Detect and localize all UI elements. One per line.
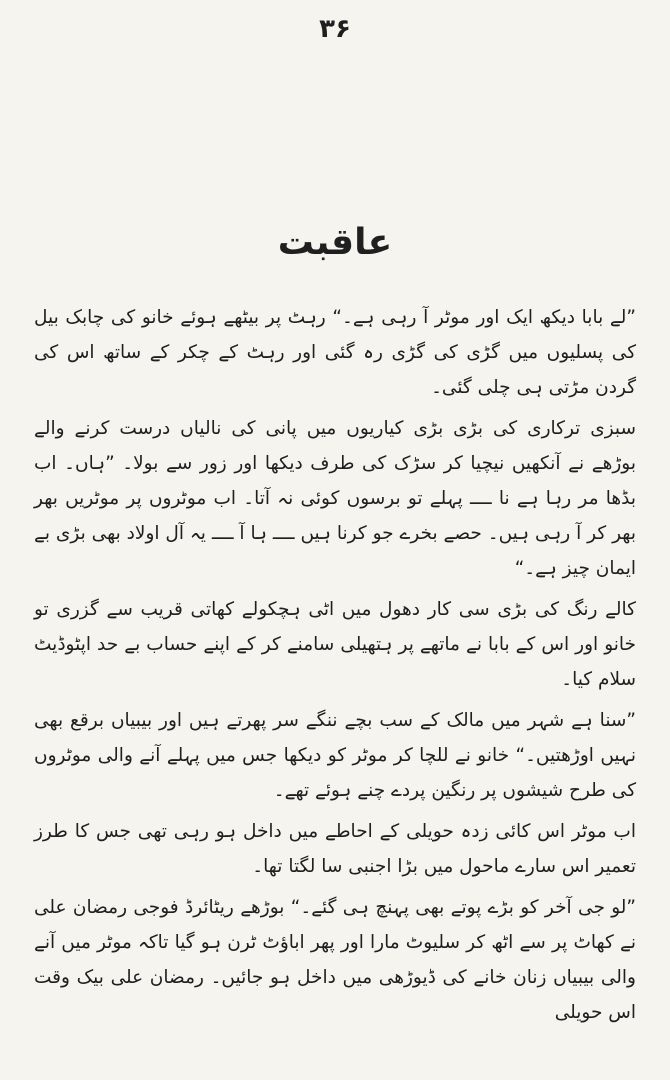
paragraph-1: ”لے بابا دیکھ ایک اور موٹر آ رہی ہے۔“ رہٹ پر بیٹھے ہوئے خانو کی چابک بیل کی پسلیوں میں گڑی کی گڑی رہ گئی اور رہٹ کے چکر کے ساتھ اس کی گردن مڑتی ہی چلی گئی۔	[34, 307, 636, 398]
body-text	[34, 300, 636, 1036]
chapter-title: عاقبت	[277, 222, 393, 263]
paragraph-6: ”لو جی آخر کو بڑے پوتے بھی پہنچ ہی گئے۔“ بوڑھے ریٹائرڈ فوجی رمضان علی نے کھاٹ پر سے اٹھ کر سلیوٹ مارا اور پھر اباؤٹ ٹرن ہو گیا تاکہ موٹر میں آنے والی بیبیاں زنان خانے کی ڈیوڑھی میں داخل ہو جائیں۔ رمضان علی بیک وقت اس حویلی	[34, 897, 636, 1023]
paragraph-3: کالے رنگ کی بڑی سی کار دھول میں اٹی ہچکولے کھاتی قریب سے گزری تو خانو اور اس کے بابا نے ماتھے پر ہتھیلی سامنے کر کے اپنے حساب بے حد اپٹوڈیٹ سلام کیا۔	[34, 599, 636, 690]
paragraph-2: سبزی ترکاری کی بڑی بڑی کیاریوں میں پانی کی نالیاں درست کرنے والے بوڑھے نے آنکھیں نیچیا کر سڑک کی طرف دیکھا اور زور سے بولا۔ ”ہاں۔ اب بڈھا مر رہا ہے نا ــــ پہلے تو برسوں کوئی نہ آتا۔ اب موٹروں پر موٹریں بھر بھر کر آ رہی ہیں۔ حصے بخرے جو کرنا ہیں ــــ ہا آ ــــ یہ آل اولاد بھی بڑی بے ایمان چیز ہے۔“	[34, 418, 636, 579]
paragraph-5: اب موٹر اس کائی زدہ حویلی کے احاطے میں داخل ہو رہی تھی جس کا طرز تعمیر اس سارے ماحول میں بڑا اجنبی سا لگتا تھا۔	[34, 821, 636, 877]
page-number: ۳۶	[319, 14, 351, 44]
paragraph-4: ”سنا ہے شہر میں مالک کے سب بچے ننگے سر پھرتے ہیں اور بیبیاں برقع بھی نہیں اوڑھتیں۔“ خانو نے للچا کر موٹر کو دیکھا جس میں پہلے آنے والی موٹروں کی طرح شیشوں پر رنگین پردے چنے ہوئے تھے۔	[34, 710, 636, 801]
